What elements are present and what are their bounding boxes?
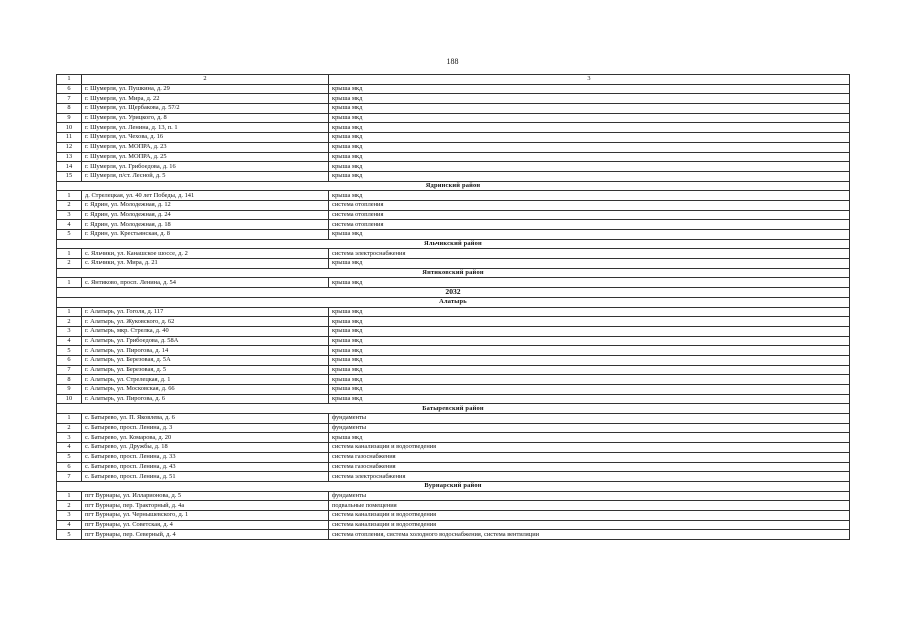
work-type-cell: крыша мкд — [329, 171, 850, 181]
year-heading: 2032 — [57, 288, 850, 298]
work-type-cell: крыша мкд — [329, 142, 850, 152]
row-number: 11 — [57, 133, 82, 143]
address-cell: с. Батырево, просп. Ленина, д. 33 — [82, 452, 329, 462]
district-heading-row — [57, 404, 850, 414]
work-type-cell: система электроснабжения — [329, 472, 850, 482]
row-number: 1 — [57, 278, 82, 288]
row-number: 7 — [57, 472, 82, 482]
table-row — [57, 433, 850, 443]
table-row — [57, 346, 850, 356]
table-row — [57, 133, 850, 143]
work-type-cell: система отопления — [329, 200, 850, 210]
work-type-cell: крыша мкд — [329, 84, 850, 94]
address-cell: г. Алатырь, ул. Гоголя, д. 117 — [82, 307, 329, 317]
address-cell: г. Алатырь, ул. Жуковского, д. 62 — [82, 317, 329, 327]
work-type-cell: система газоснабжения — [329, 462, 850, 472]
table-row — [57, 191, 850, 201]
address-cell: г. Ядрин, ул. Молодежная, д. 18 — [82, 220, 329, 230]
table-row — [57, 123, 850, 133]
row-number: 15 — [57, 171, 82, 181]
district-heading-row — [57, 297, 850, 307]
table-row — [57, 394, 850, 404]
table-row — [57, 162, 850, 172]
row-number: 14 — [57, 162, 82, 172]
register-table-body — [57, 75, 850, 540]
table-row — [57, 510, 850, 520]
row-number: 5 — [57, 230, 82, 240]
work-type-cell: крыша мкд — [329, 104, 850, 114]
district-heading: Яльчикский район — [57, 239, 850, 249]
address-cell: с. Батырево, ул. П. Яковлева, д. 6 — [82, 414, 329, 424]
row-number: 10 — [57, 394, 82, 404]
table-row — [57, 249, 850, 259]
work-type-cell: крыша мкд — [329, 355, 850, 365]
work-type-cell: крыша мкд — [329, 133, 850, 143]
table-row — [57, 142, 850, 152]
row-number: 9 — [57, 113, 82, 123]
table-row — [57, 200, 850, 210]
work-type-cell: фундаменты — [329, 414, 850, 424]
table-row — [57, 414, 850, 424]
row-number: 9 — [57, 385, 82, 395]
table-row — [57, 491, 850, 501]
district-heading: Алатырь — [57, 297, 850, 307]
address-cell: г. Алатырь, ул. Стрелецкая, д. 1 — [82, 375, 329, 385]
work-type-cell: крыша мкд — [329, 326, 850, 336]
district-heading-row — [57, 181, 850, 191]
work-type-cell: крыша мкд — [329, 230, 850, 240]
work-type-cell: система отопления — [329, 220, 850, 230]
address-cell: с. Батырево, ул. Дружбы, д. 18 — [82, 443, 329, 453]
table-row — [57, 278, 850, 288]
row-number: 2 — [57, 501, 82, 511]
table-row — [57, 307, 850, 317]
address-cell: г. Шумерля, ул. Чехова, д. 16 — [82, 133, 329, 143]
work-type-cell: крыша мкд — [329, 307, 850, 317]
row-number: 4 — [57, 520, 82, 530]
column-number-3: 3 — [329, 75, 850, 85]
address-cell: г. Шумерля, ул. МОПРА, д. 23 — [82, 142, 329, 152]
address-cell: г. Шумерля, ул. МОПРА, д. 25 — [82, 152, 329, 162]
table-row — [57, 94, 850, 104]
district-heading-row — [57, 268, 850, 278]
work-type-cell: крыша мкд — [329, 123, 850, 133]
address-cell: г. Шумерля, ул. Пушкина, д. 29 — [82, 84, 329, 94]
row-number: 12 — [57, 142, 82, 152]
address-cell: г. Ядрин, ул. Молодежная, д. 24 — [82, 210, 329, 220]
work-type-cell: фундаменты — [329, 491, 850, 501]
row-number: 2 — [57, 423, 82, 433]
district-heading: Батыревский район — [57, 404, 850, 414]
row-number: 1 — [57, 191, 82, 201]
work-type-cell: крыша мкд — [329, 336, 850, 346]
address-cell: г. Алатырь, мкр. Стрелка, д. 40 — [82, 326, 329, 336]
row-number: 5 — [57, 346, 82, 356]
row-number: 6 — [57, 84, 82, 94]
work-type-cell: подвальные помещения — [329, 501, 850, 511]
table-row — [57, 230, 850, 240]
address-cell: пгт Вурнары, ул. Советская, д. 4 — [82, 520, 329, 530]
row-number: 4 — [57, 336, 82, 346]
row-number: 10 — [57, 123, 82, 133]
work-type-cell: фундаменты — [329, 423, 850, 433]
address-cell: г. Алатырь, ул. Московская, д. 66 — [82, 385, 329, 395]
table-row — [57, 104, 850, 114]
address-cell: с. Янтиково, просп. Ленина, д. 54 — [82, 278, 329, 288]
row-number: 8 — [57, 104, 82, 114]
address-cell: г. Алатырь, ул. Пирогова, д. 14 — [82, 346, 329, 356]
address-cell: г. Шумерля, п/ст. Лесной, д. 5 — [82, 171, 329, 181]
district-heading-row — [57, 481, 850, 491]
address-cell: пгт Вурнары, пер. Северный, д. 4 — [82, 530, 329, 540]
work-type-cell: крыша мкд — [329, 94, 850, 104]
table-row — [57, 336, 850, 346]
row-number: 13 — [57, 152, 82, 162]
work-type-cell: крыша мкд — [329, 375, 850, 385]
address-cell: с. Батырево, просп. Ленина, д. 43 — [82, 462, 329, 472]
work-type-cell: крыша мкд — [329, 278, 850, 288]
address-cell: пгт Вурнары, ул. Чернышевского, д. 1 — [82, 510, 329, 520]
column-number-1: 1 — [57, 75, 82, 85]
table-row — [57, 152, 850, 162]
district-heading: Ядринский район — [57, 181, 850, 191]
work-type-cell: система газоснабжения — [329, 452, 850, 462]
table-row — [57, 443, 850, 453]
row-number: 1 — [57, 491, 82, 501]
table-row — [57, 472, 850, 482]
table-row — [57, 501, 850, 511]
table-row — [57, 259, 850, 269]
row-number: 1 — [57, 307, 82, 317]
column-number-2: 2 — [82, 75, 329, 85]
district-heading-row — [57, 239, 850, 249]
row-number: 2 — [57, 317, 82, 327]
address-cell: с. Батырево, просп. Ленина, д. 3 — [82, 423, 329, 433]
address-cell: г. Алатырь, ул. Березовая, д. 5А — [82, 355, 329, 365]
work-type-cell: система отопления — [329, 210, 850, 220]
work-type-cell: крыша мкд — [329, 191, 850, 201]
address-cell: с. Батырево, просп. Ленина, д. 51 — [82, 472, 329, 482]
row-number: 3 — [57, 510, 82, 520]
row-number: 5 — [57, 452, 82, 462]
row-number: 8 — [57, 375, 82, 385]
table-row — [57, 452, 850, 462]
address-cell: г. Ядрин, ул. Молодежная, д. 12 — [82, 200, 329, 210]
address-cell: пгт Вурнары, пер. Тракторный, д. 4а — [82, 501, 329, 511]
address-cell: г. Алатырь, ул. Березовая, д. 5 — [82, 365, 329, 375]
work-type-cell: крыша мкд — [329, 113, 850, 123]
row-number: 2 — [57, 200, 82, 210]
table-row — [57, 84, 850, 94]
address-cell: г. Шумерля, ул. Щербакова, д. 57/2 — [82, 104, 329, 114]
row-number: 3 — [57, 210, 82, 220]
page-number: 188 — [446, 57, 459, 66]
address-cell: г. Алатырь, ул. Пирогова, д. 6 — [82, 394, 329, 404]
table-row — [57, 210, 850, 220]
address-cell: г. Шумерля, ул. Грибоедова, д. 16 — [82, 162, 329, 172]
table-row — [57, 462, 850, 472]
district-heading: Вурнарский район — [57, 481, 850, 491]
work-type-cell: крыша мкд — [329, 365, 850, 375]
address-cell: г. Алатырь, ул. Грибоедова, д. 58А — [82, 336, 329, 346]
row-number: 1 — [57, 414, 82, 424]
address-cell: с. Яльчики, ул. Канашское шоссе, д. 2 — [82, 249, 329, 259]
address-cell: пгт Вурнары, ул. Илларионова, д. 5 — [82, 491, 329, 501]
work-type-cell: система канализации и водоотведения — [329, 520, 850, 530]
row-number: 3 — [57, 433, 82, 443]
address-cell: г. Шумерля, ул. Ленина, д. 13, п. 1 — [82, 123, 329, 133]
work-type-cell: крыша мкд — [329, 259, 850, 269]
district-heading: Янтиковский район — [57, 268, 850, 278]
work-type-cell: крыша мкд — [329, 433, 850, 443]
work-type-cell: система отопления, система холодного водоснабжения, система вентиляции — [329, 530, 850, 540]
row-number: 5 — [57, 530, 82, 540]
table-row — [57, 326, 850, 336]
row-number: 6 — [57, 355, 82, 365]
row-number: 7 — [57, 365, 82, 375]
work-type-cell: крыша мкд — [329, 385, 850, 395]
table-row — [57, 385, 850, 395]
row-number: 1 — [57, 249, 82, 259]
table-row — [57, 355, 850, 365]
row-number: 4 — [57, 220, 82, 230]
address-cell: с. Яльчики, ул. Мира, д. 21 — [82, 259, 329, 269]
table-row — [57, 530, 850, 540]
work-type-cell: система канализации и водоотведения — [329, 510, 850, 520]
row-number: 3 — [57, 326, 82, 336]
table-row — [57, 423, 850, 433]
table-row — [57, 365, 850, 375]
table-row — [57, 375, 850, 385]
table-row — [57, 317, 850, 327]
work-type-cell: крыша мкд — [329, 346, 850, 356]
row-number: 7 — [57, 94, 82, 104]
work-type-cell: крыша мкд — [329, 394, 850, 404]
address-cell: г. Шумерля, ул. Мира, д. 22 — [82, 94, 329, 104]
address-cell: г. Ядрин, ул. Крестьянская, д. 8 — [82, 230, 329, 240]
address-cell: д. Стрелецкая, ул. 40 лет Победы, д. 141 — [82, 191, 329, 201]
table-row — [57, 220, 850, 230]
year-heading-row — [57, 288, 850, 298]
address-cell: г. Шумерля, ул. Урицкого, д. 8 — [82, 113, 329, 123]
register-table — [56, 74, 850, 540]
address-cell: с. Батырево, ул. Комарова, д. 20 — [82, 433, 329, 443]
work-type-cell: система электроснабжения — [329, 249, 850, 259]
table-row — [57, 520, 850, 530]
column-number-row — [57, 75, 850, 85]
row-number: 2 — [57, 259, 82, 269]
work-type-cell: крыша мкд — [329, 317, 850, 327]
work-type-cell: крыша мкд — [329, 162, 850, 172]
row-number: 6 — [57, 462, 82, 472]
work-type-cell: крыша мкд — [329, 152, 850, 162]
row-number: 4 — [57, 443, 82, 453]
table-row — [57, 113, 850, 123]
table-row — [57, 171, 850, 181]
work-type-cell: система канализации и водоотведения — [329, 443, 850, 453]
